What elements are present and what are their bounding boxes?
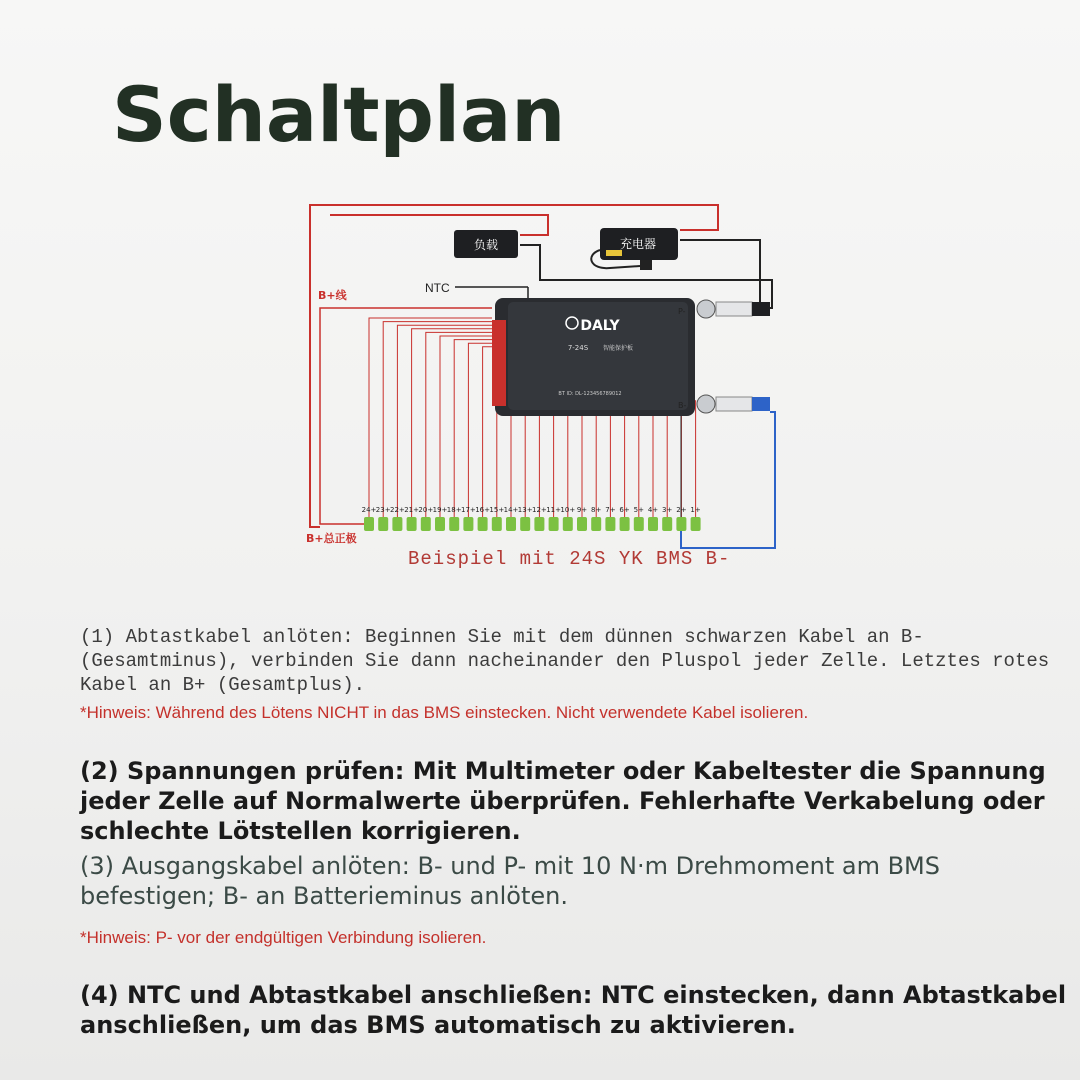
cell-connector — [577, 517, 587, 531]
step-1-note: *Hinweis: Während des Lötens NICHT in das BMS einstecken. Nicht verwendete Kabel isolieren. — [80, 703, 809, 722]
bplus-main-label: B+总正极 — [306, 532, 357, 545]
p-minus-label: P- — [678, 307, 686, 316]
step-3-note: *Hinweis: P- vor der endgültigen Verbindung isolieren. — [80, 928, 487, 947]
load-label: 负载 — [473, 238, 499, 252]
cell-connector — [378, 517, 388, 531]
bms-board — [492, 298, 695, 416]
bms-subtitle: 智能保护板 — [602, 345, 634, 352]
cell-label: 21+ — [404, 506, 419, 514]
cell-connector — [478, 517, 488, 531]
cell-connector — [534, 517, 544, 531]
cell-label: 23+ — [375, 506, 391, 514]
cell-label: 17+ — [461, 506, 476, 514]
cell-connector — [364, 517, 374, 531]
cell-label: 9+ — [576, 506, 588, 514]
cell-label: 16+ — [475, 506, 490, 514]
charger-label: 充电器 — [619, 237, 657, 251]
step-3-text: (3) Ausgangskabel anlöten: B- und P- mit 10 N·m Drehmoment am BMS befestigen; B- an Batterieminus anlöten. — [80, 852, 940, 910]
cell-connector — [549, 517, 559, 531]
cell-connector — [620, 517, 630, 531]
step-4-text: (4) NTC und Abtastkabel anschließen: NTC einstecken, dann Abtastkabel anschließen, um das BMS automatisch zu aktivieren. — [80, 981, 1067, 1039]
wiring-diagram — [0, 190, 1080, 570]
cell-label: 14+ — [503, 506, 519, 514]
sense-wire — [492, 401, 696, 517]
cell-label: 6+ — [619, 506, 630, 514]
cell-connector — [407, 517, 417, 531]
diagram-caption: Beispiel mit 24S YK BMS B- — [408, 548, 731, 570]
cell-connector — [492, 517, 502, 531]
sense-wire — [440, 336, 492, 517]
cell-connector — [634, 517, 644, 531]
cell-connector — [648, 517, 658, 531]
cell-label: 15+ — [489, 506, 505, 514]
charger-device — [591, 228, 678, 270]
bms-model: 7-24S — [567, 344, 589, 352]
bms-bt-id: BT ID: DL-123456789012 — [558, 391, 622, 397]
cell-label: 3+ — [662, 506, 673, 514]
bplus-wire-label: B+线 — [318, 289, 347, 302]
cell-label: 7+ — [605, 506, 616, 514]
cell-connector-row — [362, 506, 701, 531]
sense-wire — [454, 340, 492, 517]
cell-label: 13+ — [517, 506, 533, 514]
sense-wire — [412, 329, 492, 517]
cell-label: 1+ — [690, 506, 701, 514]
cell-label: 12+ — [532, 506, 547, 514]
cell-connector — [506, 517, 516, 531]
cell-label: 24+ — [361, 506, 377, 514]
sense-wire — [426, 332, 492, 517]
cell-connector — [691, 517, 701, 531]
cell-label: 5+ — [633, 506, 644, 514]
cell-label: 18+ — [446, 506, 462, 514]
cell-connector — [392, 517, 402, 531]
cell-label: 8+ — [591, 506, 602, 514]
cell-connector — [520, 517, 530, 531]
cell-label: 11+ — [546, 506, 561, 514]
bplus-sense-wire — [320, 308, 492, 524]
cell-connector — [435, 517, 445, 531]
cell-connector — [662, 517, 672, 531]
b-minus-label: B- — [678, 401, 687, 410]
load-device — [454, 230, 518, 258]
bms-brand: DALY — [580, 318, 620, 334]
cell-connector — [463, 517, 473, 531]
step-2-text: (2) Spannungen prüfen: Mit Multimeter oder Kabeltester die Spannung jeder Zelle auf Normalwerte überprüfen. Fehlerhafte Verkabelung oder schlechte Lötstellen korrigieren. — [80, 757, 1046, 845]
page-title: Schaltplan — [112, 70, 566, 159]
cell-label: 20+ — [418, 506, 434, 514]
cell-label: 19+ — [432, 506, 448, 514]
sense-wire — [369, 318, 492, 517]
cell-connector — [563, 517, 573, 531]
cell-connector — [676, 517, 686, 531]
step-1-text: (1) Abtastkabel anlöten: Beginnen Sie mit dem dünnen schwarzen Kabel an B- (Gesamtminus), verbinden Sie dann nacheinander den Pluspol jeder Zelle. Letztes rotes Kabel an B+ (Gesamtplus). — [80, 626, 1050, 696]
cell-label: 10+ — [560, 506, 576, 514]
cell-label: 4+ — [647, 506, 659, 514]
charger-negative-wire — [680, 240, 760, 308]
cell-connector — [421, 517, 431, 531]
ntc-label: NTC — [425, 281, 450, 295]
cell-connector — [605, 517, 615, 531]
sense-wire — [483, 347, 492, 517]
cell-label: 22+ — [390, 506, 405, 514]
sense-wire — [383, 322, 492, 517]
sense-wire — [468, 343, 492, 517]
cell-connector — [591, 517, 601, 531]
cell-label: 2+ — [676, 506, 687, 514]
cell-connector — [449, 517, 459, 531]
